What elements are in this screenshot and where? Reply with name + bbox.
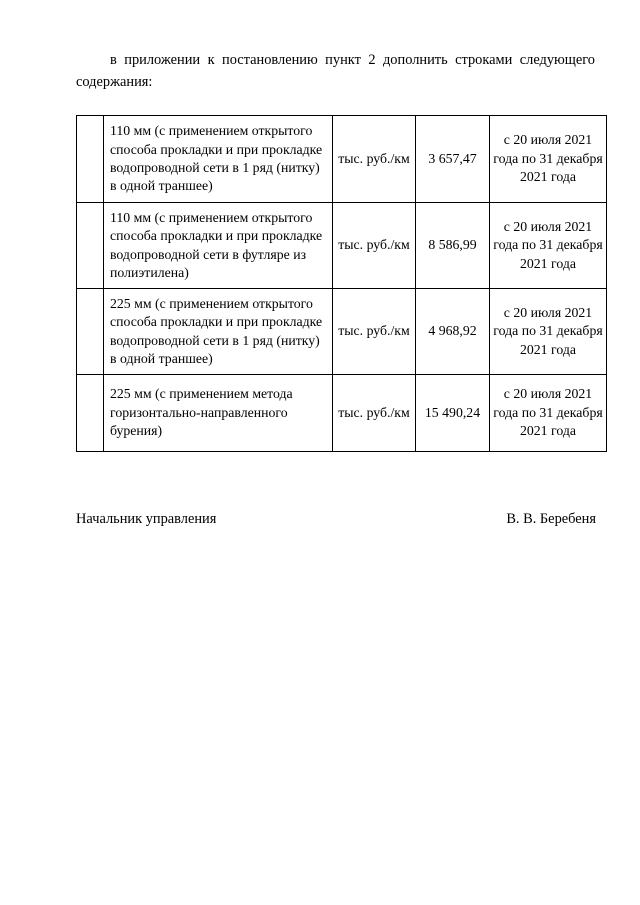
period-cell: с 20 июля 2021 года по 31 декабря 2021 года — [490, 116, 607, 203]
signature-block — [76, 509, 596, 529]
unit-cell: тыс. руб./км — [333, 203, 416, 289]
period-cell: с 20 июля 2021 года по 31 декабря 2021 года — [490, 203, 607, 289]
description-cell: 225 мм (с применением метода горизонтально-направленного бурения) — [104, 375, 333, 452]
row-number-cell — [77, 289, 104, 375]
price-cell: 3 657,47 — [416, 116, 490, 203]
rates-table — [76, 115, 607, 452]
row-number-cell — [77, 375, 104, 452]
table-row — [77, 289, 607, 375]
table-row — [77, 203, 607, 289]
description-cell: 110 мм (с применением открытого способа прокладки и при прокладке водопроводной сети в футляре из полиэтилена) — [104, 203, 333, 289]
table-row — [77, 375, 607, 452]
period-cell: с 20 июля 2021 года по 31 декабря 2021 года — [490, 289, 607, 375]
intro-paragraph: в приложении к постановлению пункт 2 дополнить строками следующего содержания: — [76, 52, 595, 90]
price-cell: 4 968,92 — [416, 289, 490, 375]
table-row — [77, 116, 607, 203]
description-cell: 110 мм (с применением открытого способа прокладки и при прокладке водопроводной сети в 1 ряд (нитку) в одной траншее) — [104, 116, 333, 203]
price-cell: 8 586,99 — [416, 203, 490, 289]
unit-cell: тыс. руб./км — [333, 375, 416, 452]
price-cell: 15 490,24 — [416, 375, 490, 452]
period-cell: с 20 июля 2021 года по 31 декабря 2021 года — [490, 375, 607, 452]
unit-cell: тыс. руб./км — [333, 116, 416, 203]
description-cell: 225 мм (с применением открытого способа прокладки и при прокладке водопроводной сети в 1 ряд (нитку) в одной траншее) — [104, 289, 333, 375]
unit-cell: тыс. руб./км — [333, 289, 416, 375]
signer-name: В. В. Беребеня — [506, 511, 596, 527]
row-number-cell — [77, 203, 104, 289]
signer-position: Начальник управления — [76, 511, 217, 527]
row-number-cell — [77, 116, 104, 203]
